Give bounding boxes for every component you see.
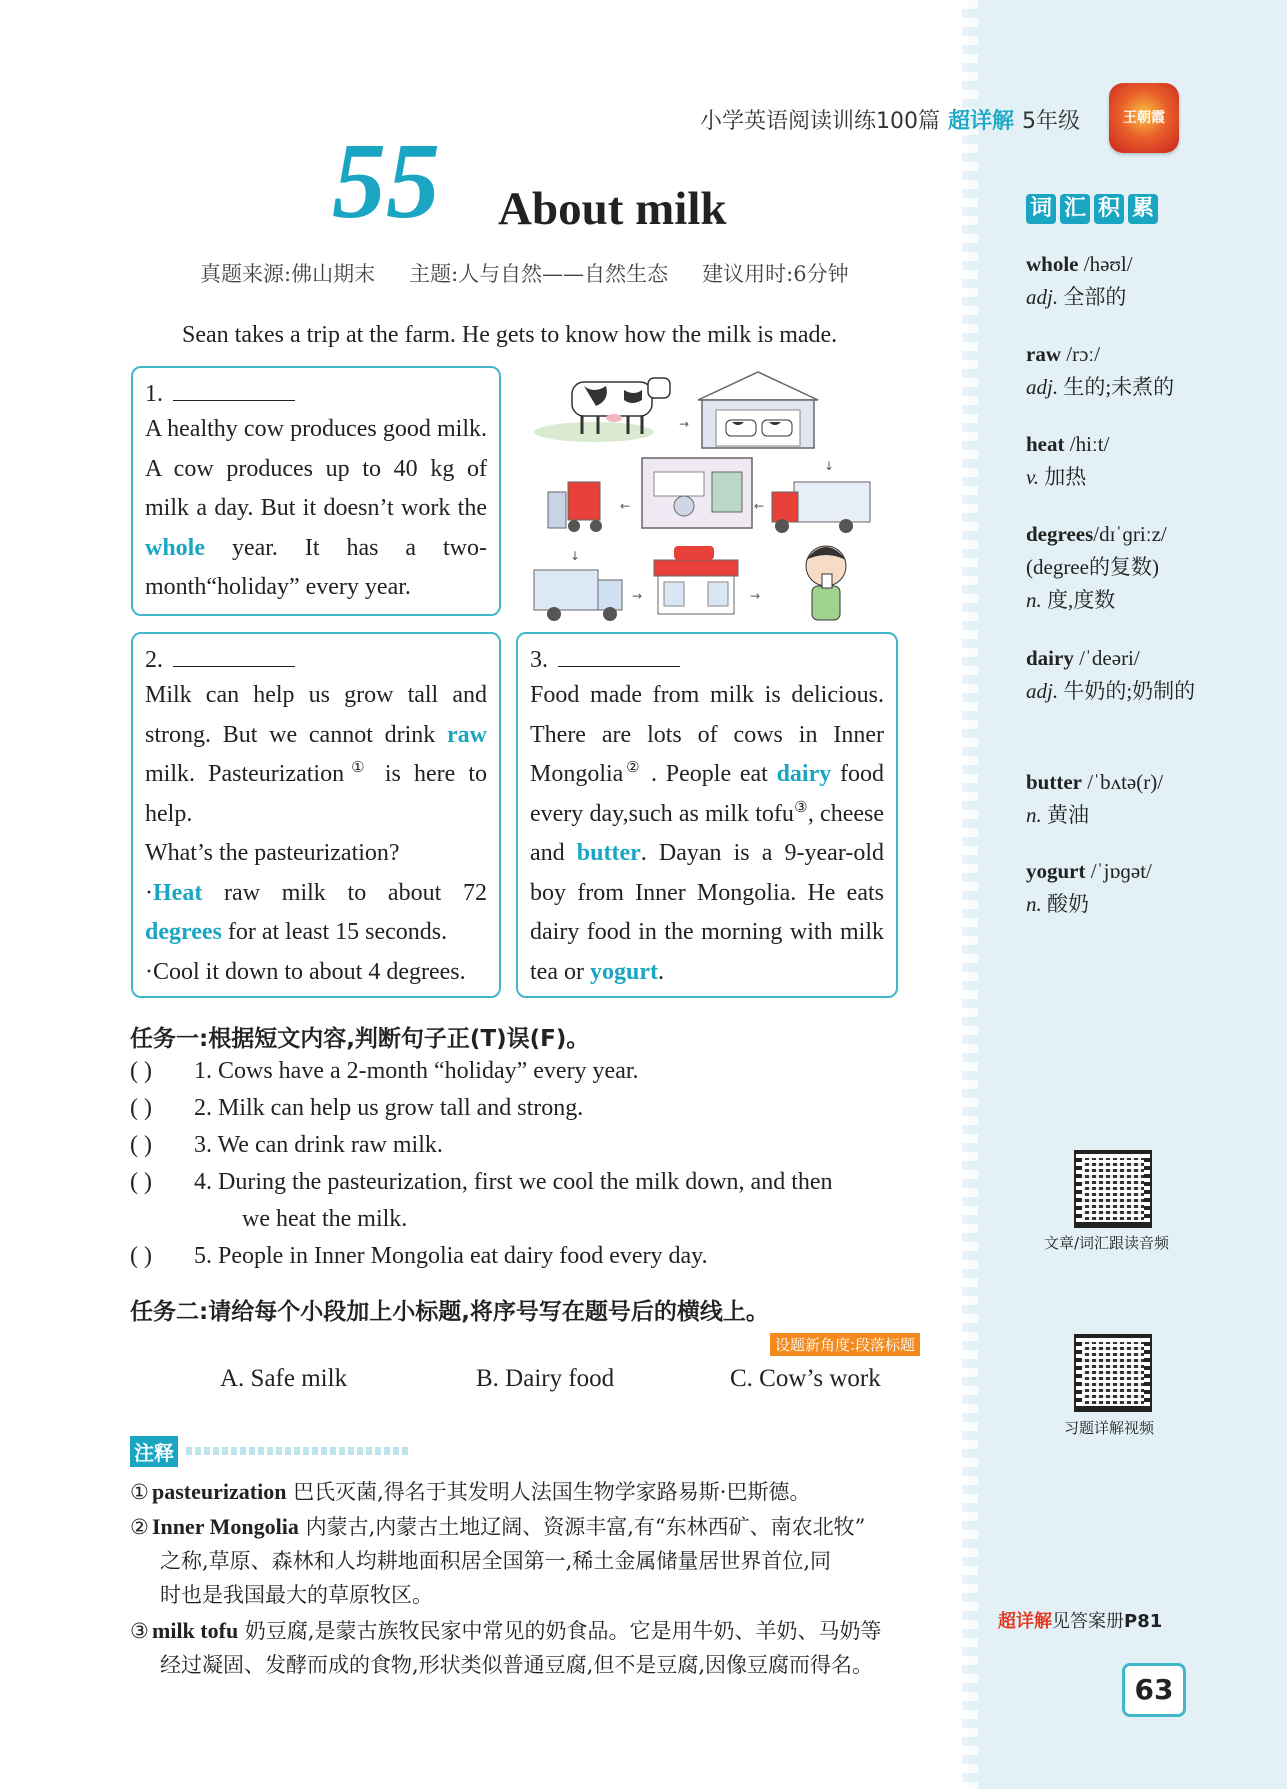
keyword-whole: whole [145,534,205,561]
vocab-item-degrees: degrees/dɪˈɡriːz/ (degree的复数) n. 度,度数 [1026,522,1167,612]
task1-question-4-continued: we heat the milk. [242,1206,408,1232]
factory-icon [642,458,752,528]
vocab-heading [1026,194,1158,224]
intro-sentence: Sean takes a trip at the farm. He gets to know how the milk is made. [182,322,838,348]
lesson-title: About milk [498,183,727,235]
shop-icon [654,546,738,614]
vocab-item-dairy: dairy /ˈdeəri/ adj. 牛奶的;奶制的 [1026,646,1196,703]
vocab-heading-char: 汇 [1060,194,1090,224]
meta-source: 真题来源:佛山期末 [200,262,376,286]
milk-truck-icon [772,482,870,533]
answer-bracket[interactable]: ( ) [130,1243,152,1269]
heading-blank-1[interactable] [173,378,295,401]
answer-reference: 超详解见答案册P81 [998,1611,1163,1632]
keyword-yogurt: yogurt [589,958,658,985]
brand-label: 超详解 [948,109,1015,134]
footnote-mark-2: ② [623,760,643,776]
task1-question-5: ( ) 5. People in Inner Mongolia eat dairy food every day. [130,1243,708,1269]
paragraph-box-3 [516,632,898,998]
grade-label: 5年级 [1022,109,1081,134]
lesson-number: 55 [332,122,440,241]
paragraph-box-2 [131,632,501,998]
task1-question-3: ( ) 3. We can drink raw milk. [130,1132,443,1158]
vocab-item-raw: raw /rɔː/ adj. 生的;未煮的 [1026,342,1175,399]
delivery-truck-icon [534,570,622,621]
keyword-dairy: dairy [776,761,832,787]
notes-heading: 注释 [130,1436,178,1467]
vocab-heading-char: 积 [1094,194,1124,224]
task1-question-1: ( ) 1. Cows have a 2-month “holiday” every year. [130,1058,639,1084]
arrow-icon: → [632,589,643,603]
vocab-item-whole: whole /həʊl/ adj. 全部的 [1026,252,1133,309]
keyword-butter: butter [576,840,641,866]
task2-title: 任务二:请给每个小段加上小标题,将序号写在题号后的横线上。 [130,1299,769,1325]
milk-process-illustration [524,360,884,630]
footnote-mark-1: ① [344,760,372,776]
boy-drinking-icon [806,546,846,620]
meta-time: 建议用时:6分钟 [702,262,849,286]
forklift-icon [548,482,602,532]
vocab-item-yogurt: yogurt /ˈjɒɡət/ n. 酸奶 [1026,859,1152,916]
task1-question-4: ( ) 4. During the pasteurization, first we cool the milk down, and then [130,1169,833,1195]
book-header [700,104,1080,135]
heading-blank-2[interactable] [173,644,295,667]
new-angle-badge: 设题新角度:段落标题 [770,1333,920,1356]
note-2: ② Inner Mongolia 内蒙古,内蒙古土地辽阔、资源丰富,有“东林西矿、南农北牧” 之称,草原、森林和人均耕地面积居全国第一,稀土金属储量居世界首位,同 时也是我国最大的草原牧区。 [130,1514,866,1607]
notes-divider [186,1447,410,1455]
bullet-cool: ·Cool it down to about 4 degrees. [145,958,466,985]
grass-patch [534,422,654,442]
task1-question-2: ( ) 2. Milk can help us grow tall and strong. [130,1095,584,1121]
bullet-heat: ·Heat raw milk to about 72 degrees for at least 15 seconds. [145,879,487,945]
arrow-icon: ← [620,499,631,513]
paragraph-2-number: 2. [145,644,487,676]
qr-code-video[interactable] [1074,1334,1152,1412]
lesson-meta [200,258,883,288]
barn-icon [698,372,818,448]
sidebar-wavy-edge [962,0,978,1789]
publisher-logo [1109,83,1179,153]
paragraph-box-1 [131,366,501,616]
note-3: ③ milk tofu 奶豆腐,是蒙古族牧民家中常见的奶食品。它是用牛奶、羊奶、马奶等 经过凝固、发酵而成的食物,形状类似普通豆腐,但不是豆腐,因像豆腐而得名。 [130,1618,882,1677]
qr-audio-label: 文章/词汇跟读音频 [1044,1234,1170,1252]
answer-bracket[interactable]: ( ) [130,1169,152,1195]
paragraph-3-text: Food made from milk is delicious. There are lots of cows in Inner Mongolia② . People eat dairy food every day,such as milk tofu③, cheese and butter. Dayan is a 9-year-old boy from Inner Mongolia. He eats dairy food in the morning with milk tea or yogurt. [530,682,885,985]
vocab-heading-char: 累 [1128,194,1158,224]
page-number: 63 [1122,1663,1186,1717]
arrow-icon: → [679,417,690,431]
footnote-mark-3: ③ [793,799,808,816]
option-a: A. Safe milk [220,1365,348,1392]
paragraph-3-number: 3. [530,644,884,676]
paragraph-2-text: Milk can help us grow tall and strong. But we cannot drink raw milk. Pasteurization① is here to help. [145,682,488,827]
option-c: C. Cow’s work [730,1365,881,1392]
answer-bracket[interactable]: ( ) [130,1132,152,1158]
arrow-icon: → [750,589,761,603]
qr-video-label: 习题详解视频 [1064,1419,1155,1437]
qr-code-audio[interactable] [1074,1150,1152,1228]
note-1: ① pasteurization 巴氏灭菌,得名于其发明人法国生物学家路易斯·巴斯德。 [130,1479,811,1504]
task1-title: 任务一:根据短文内容,判断句子正(T)误(F)。 [130,1026,590,1052]
keyword-degrees: degrees [145,919,222,945]
heading-blank-3[interactable] [558,644,680,667]
vocab-item-butter: butter /ˈbʌtə(r)/ n. 黄油 [1026,770,1164,827]
pasteurization-question: What’s the pasteurization? [145,840,400,866]
vocab-item-heat: heat /hiːt/ v. 加热 [1026,432,1110,489]
logo-text: 王朝霞 [1123,110,1165,126]
arrow-icon: ↓ [570,549,581,563]
option-b: B. Dairy food [476,1365,615,1392]
meta-topic: 主题:人与自然——自然生态 [409,262,669,286]
paragraph-1-number: 1. [145,378,487,410]
keyword-heat: Heat [153,879,203,906]
answer-bracket[interactable]: ( ) [130,1095,152,1121]
vocab-heading-char: 词 [1026,194,1056,224]
arrow-icon: ← [754,499,765,513]
series-title: 小学英语阅读训练100篇 [700,109,940,134]
arrow-icon: ↓ [824,459,835,473]
answer-bracket[interactable]: ( ) [130,1058,152,1084]
paragraph-1-text: A healthy cow produces good milk. A cow produces up to 40 kg of milk a day. But it doesn’t work the whole year. It has a two-month“holiday” every year. [145,416,487,600]
keyword-raw: raw [447,721,487,748]
